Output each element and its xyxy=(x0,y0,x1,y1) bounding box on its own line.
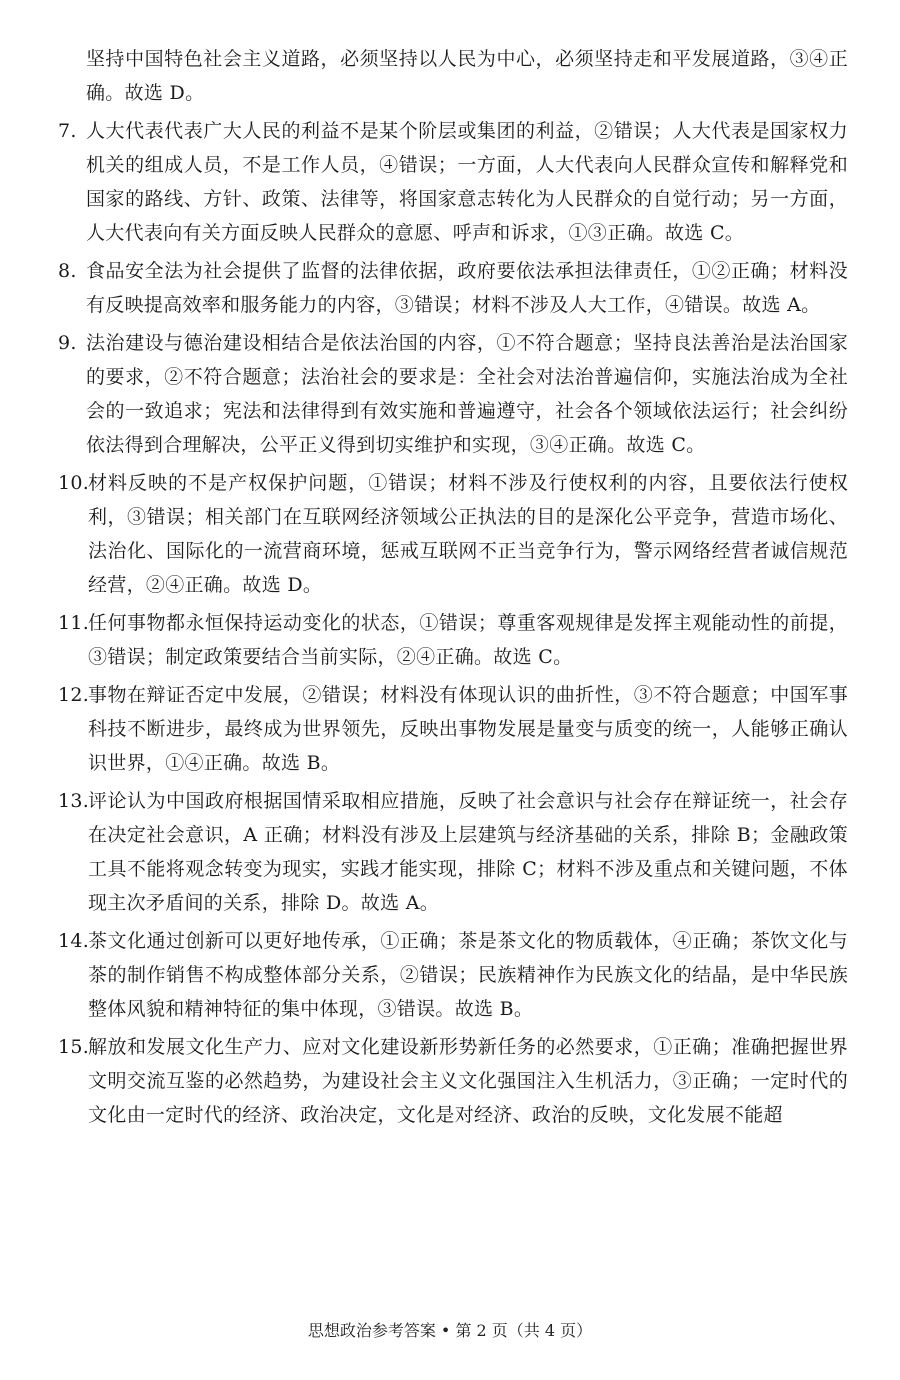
answer-item-7 xyxy=(58,114,848,250)
item-number: 7. xyxy=(58,120,77,142)
answer-item-15 xyxy=(58,1030,848,1132)
item-number: 10. xyxy=(58,472,90,494)
item-number: 13. xyxy=(58,790,90,812)
item-text: 评论认为中国政府根据国情采取相应措施，反映了社会意识与社会存在辩证统一，社会存在决定社会意识，A 正确；材料没有涉及上层建筑与经济基础的关系，排除 B；金融政策工具不能将观念转变为现实，实践才能实现，排除 C；材料不涉及重点和关键问题，不体现主次矛盾间的关系，排除 D。故选 A。 xyxy=(88,790,848,914)
item-number: 12. xyxy=(58,684,90,706)
answer-item-8 xyxy=(58,254,848,322)
item-text: 茶文化通过创新可以更好地传承，①正确；茶是茶文化的物质载体，④正确；茶饮文化与茶的制作销售不构成整体部分关系，②错误；民族精神作为民族文化的结晶，是中华民族整体风貌和精神特征的集中体现，③错误。故选 B。 xyxy=(88,930,848,1020)
page-footer: 思想政治参考答案 • 第 2 页（共 4 页） xyxy=(307,1321,593,1340)
answer-item-9 xyxy=(58,326,848,462)
answer-item-13 xyxy=(58,784,848,920)
item-number: 15. xyxy=(58,1036,90,1058)
item-text: 解放和发展文化生产力、应对文化建设新形势新任务的必然要求，①正确；准确把握世界文明交流互鉴的必然趋势，为建设社会主义文化强国注入生机活力，③正确；一定时代的文化由一定时代的经济、政治决定，文化是对经济、政治的反映，文化发展不能超 xyxy=(88,1036,848,1126)
item-number: 8. xyxy=(58,260,77,282)
answer-content xyxy=(58,42,848,1136)
item-number: 11. xyxy=(58,612,90,634)
item-text: 食品安全法为社会提供了监督的法律依据，政府要依法承担法律责任，①②正确；材料没有反映提高效率和服务能力的内容，③错误；材料不涉及人大工作，④错误。故选 A。 xyxy=(86,260,848,316)
item-text: 法治建设与德治建设相结合是依法治国的内容，①不符合题意；坚持良法善治是法治国家的要求，②不符合题意；法治社会的要求是：全社会对法治普遍信仰，实施法治成为全社会的一致追求；宪法和法律得到有效实施和普遍遵守，社会各个领域依法运行；社会纠纷依法得到合理解决，公平正义得到切实维护和实现，③④正确。故选 C。 xyxy=(86,332,848,456)
item-number: 14. xyxy=(58,930,90,952)
answer-item-10 xyxy=(58,466,848,602)
item-text: 人大代表代表广大人民的利益不是某个阶层或集团的利益，②错误；人大代表是国家权力机关的组成人员，不是工作人员，④错误；一方面，人大代表向人民群众宣传和解释党和国家的路线、方针、政策、法律等，将国家意志转化为人民群众的自觉行动；另一方面，人大代表向有关方面反映人民群众的意愿、呼声和诉求，①③正确。故选 C。 xyxy=(86,120,848,244)
answer-item-11 xyxy=(58,606,848,674)
item-text: 任何事物都永恒保持运动变化的状态，①错误；尊重客观规律是发挥主观能动性的前提，③错误；制定政策要结合当前实际，②④正确。故选 C。 xyxy=(88,612,848,668)
item-number: 9. xyxy=(58,332,77,354)
item-text: 材料反映的不是产权保护问题，①错误；材料不涉及行使权利的内容，且要依法行使权利，③错误；相关部门在互联网经济领域公正执法的目的是深化公平竞争，营造市场化、法治化、国际化的一流营商环境，惩戒互联网不正当竞争行为，警示网络经营者诚信规范经营，②④正确。故选 D。 xyxy=(88,472,848,596)
continuation-paragraph: 坚持中国特色社会主义道路，必须坚持以人民为中心，必须坚持走和平发展道路，③④正确。故选 D。 xyxy=(86,48,848,104)
answer-item-12 xyxy=(58,678,848,780)
item-text: 事物在辩证否定中发展，②错误；材料没有体现认识的曲折性，③不符合题意；中国军事科技不断进步，最终成为世界领先，反映出事物发展是量变与质变的统一，人能够正确认识世界，①④正确。故选 B。 xyxy=(88,684,848,774)
answer-item-14 xyxy=(58,924,848,1026)
